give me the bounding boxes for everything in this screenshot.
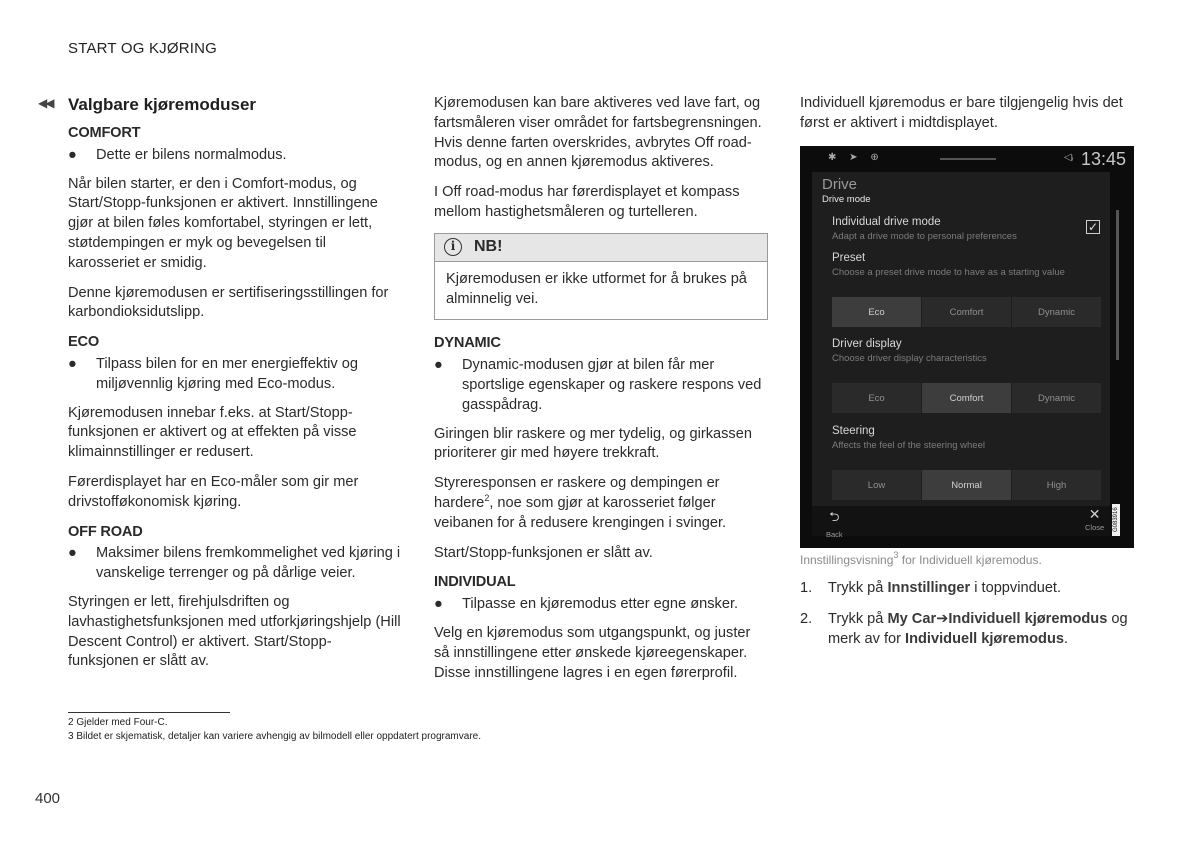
footnote-number: 3 [68,731,74,742]
offroad-heading: OFF ROAD [68,523,143,540]
panel-bottom-bar [812,506,1110,539]
step-text [828,578,1061,598]
driver-display-selector [832,383,1102,413]
driver-display-label: Driver display [832,338,902,350]
column-3 [800,94,1134,144]
column-2 [434,94,768,693]
dynamic-paragraph-1: Giringen blir raskere og mer tydelig, og girkassen prioriterer gir med høyere trekkraft. [434,425,752,462]
status-icons: ✱ ➤ ⊕ [828,152,884,163]
footnote-ref: 2 [484,492,490,503]
individual-paragraph-1: Velg en kjøremodus som utgangspunkt, og juster så innstillingene etter ønskede kjøreegenskaper. Disse innstillingene lagres i en egen førerprofil. [434,624,751,681]
dynamic-bullet [434,356,768,415]
close-icon: ✕ [1088,506,1101,522]
steering-option-low[interactable]: Low [832,470,921,500]
individual-bullet [434,595,768,615]
dynamic-paragraph-2 [434,474,768,533]
footnotes [68,716,481,744]
footnote-2 [68,716,481,730]
bullet-dot-icon: ● [68,545,77,562]
step-2 [800,609,1140,649]
text-run: Styreresponsen er raskere og dempingen er hardere [434,475,720,511]
individual-mode-label: Individual drive mode [832,216,941,228]
display-option-comfort[interactable]: Comfort [922,383,1011,413]
footnote-ref: 3 [893,550,899,560]
steering-desc: Affects the feel of the steering wheel [832,440,985,451]
back-button[interactable] [826,508,843,539]
step-number: 1. [800,580,813,596]
text-run: , noe som gjør at karosseriet følger veibanen for å redusere krengingen i svinger. [434,494,727,531]
bullet-text: Maksimer bilens fremkommelighet ved kjøring i vanskelige terrenger og på dårlige veier. [96,545,401,582]
offroad-paragraph-1: Styringen er lett, firehjulsdriften og lavhastighetsfunksjonen med utforkjøringshjelp (Hill Descent Control) er aktivert. Start/Stopp-funksjonen er slått av. [68,593,401,670]
note-text: Kjøremodusen er ikke utformet for å brukes på alminnelig vei. [446,270,747,307]
footnote-text: Bildet er skjematisk, detaljer kan variere avhengig av bilmodell eller oppdatert programvare. [73,731,481,742]
back-arrows-icon: ◀◀ [38,96,53,110]
image-caption [800,550,1042,567]
comfort-bullet [68,146,401,166]
bullet-dot-icon: ● [68,146,77,163]
step-1 [800,578,1140,598]
text-run: i toppvinduet. [970,580,1062,596]
comfort-paragraph-1: Når bilen starter, er den i Comfort-modus, og Start/Stopp-funksjonen er aktivert. Innstillingene gjør at bilen føles komfortabel, styringen er lett, støtdempingen er myk og bevegelsen til karosseriet er smidig. [68,175,378,271]
caption-text: Innstillingsvisning [800,553,894,567]
eco-bullet [68,355,401,395]
offroad-paragraph-3: I Off road-modus har førerdisplayet et kompass mellom hastighetsmåleren og turtelleren. [434,184,740,220]
offroad-bullet [68,544,401,584]
driver-display-desc: Choose driver display characteristics [832,353,987,364]
close-button[interactable] [1085,506,1104,532]
step-number: 2. [800,611,813,627]
center-display-image [800,146,1134,548]
eco-paragraph-1: Kjøremodusen innebar f.eks. at Start/Stopp-funksjonen er aktivert og at effekten på visse klimainnstillinger er redusert. [68,404,357,461]
dynamic-heading: DYNAMIC [434,335,501,352]
footnote-text: Gjelder med Four-C. [73,717,168,728]
bullet-dot-icon: ● [434,596,443,613]
text-run: og merk av for [828,611,1128,647]
menu-term: Individuell kjøremodus [905,631,1064,647]
footnote-3 [68,730,481,744]
dynamic-paragraph-3: Start/Stopp-funksjonen er slått av. [434,544,653,561]
arrow-icon: ➔ [936,611,949,627]
intro-paragraph: Individuell kjøremodus er bare tilgjengelig hvis det først er aktivert i midtdisplayet. [800,95,1123,131]
wifi-icon: ◁ᵢ [1064,152,1074,163]
panel-title: Drive [822,176,858,193]
running-header: START OG KJØRING [68,40,218,57]
preset-desc: Choose a preset drive mode to have as a starting value [832,267,1065,278]
step-text [828,609,1140,649]
eco-heading: ECO [68,334,100,351]
display-option-eco[interactable]: Eco [832,383,921,413]
individual-heading: INDIVIDUAL [434,574,516,591]
page-number: 400 [35,790,61,807]
image-code: G083916 [1112,504,1120,536]
status-bar [800,146,1134,172]
offroad-paragraph-2: Kjøremodusen kan bare aktiveres ved lave fart, og fartsmåleren viser området for fartsbegrensningen. Hvis denne farten overskrides, avbrytes Off road-modus, og en annen kjøremodus aktiveres. [434,95,762,171]
eco-paragraph-2: Førerdisplayet har en Eco-måler som gir mer drivstofføkonomisk kjøring. [68,473,359,510]
footnote-divider [68,712,230,713]
back-icon: ⮌ [829,509,840,524]
bullet-text: Dynamic-modusen gjør at bilen får mer sportslige egenskaper og raskere respons ved gasspådrag. [462,357,762,413]
preset-option-dynamic[interactable]: Dynamic [1012,297,1101,327]
preset-selector [832,297,1102,327]
text-run: Trykk på [828,611,888,627]
individual-mode-desc: Adapt a drive mode to personal preferences [832,231,1017,242]
info-icon: i [444,238,462,256]
text-run: . [1063,631,1069,647]
menu-term: Innstillinger [887,580,971,596]
clock: 13:45 [1080,149,1126,169]
bullet-text: Dette er bilens normalmodus. [96,146,287,163]
caption-text: for Individuell kjøremodus. [898,553,1042,567]
individual-mode-checkbox[interactable]: ✓ [1087,220,1099,234]
panel-subtitle: Drive mode [822,194,871,205]
steering-selector [832,470,1102,500]
settings-panel [812,172,1110,539]
preset-option-eco[interactable]: Eco [832,297,921,327]
steering-option-normal[interactable]: Normal [922,470,1011,500]
steering-label: Steering [832,425,875,437]
display-option-dynamic[interactable]: Dynamic [1012,383,1101,413]
preset-label: Preset [832,252,866,264]
note-label: NB! [474,238,503,256]
steering-option-high[interactable]: High [1012,470,1101,500]
back-label: Back [826,530,843,539]
bullet-text: Tilpass bilen for en mer energieffektiv og miljøvennlig kjøring med Eco-modus. [96,355,359,392]
menu-term: Individuell kjøremodus [948,611,1108,627]
note-box [434,233,768,321]
bullet-dot-icon: ● [68,355,77,372]
note-header [435,234,767,262]
close-label: Close [1085,523,1105,532]
column-1 [68,94,401,682]
steps-list [800,578,1140,660]
menu-term: My Car [887,611,937,627]
section-title: Valgbare kjøremoduser [68,95,257,114]
bullet-dot-icon: ● [434,357,443,374]
scrollbar[interactable] [1116,210,1119,360]
footnote-number: 2 [68,717,74,728]
bullet-text: Tilpasse en kjøremodus etter egne ønsker. [462,596,739,613]
preset-option-comfort[interactable]: Comfort [922,297,1011,327]
text-run: Trykk på [828,580,888,596]
drag-handle [940,158,996,160]
comfort-heading: COMFORT [68,125,141,141]
comfort-paragraph-2: Denne kjøremodusen er sertifiseringsstillingen for karbondioksidutslipp. [68,284,389,321]
